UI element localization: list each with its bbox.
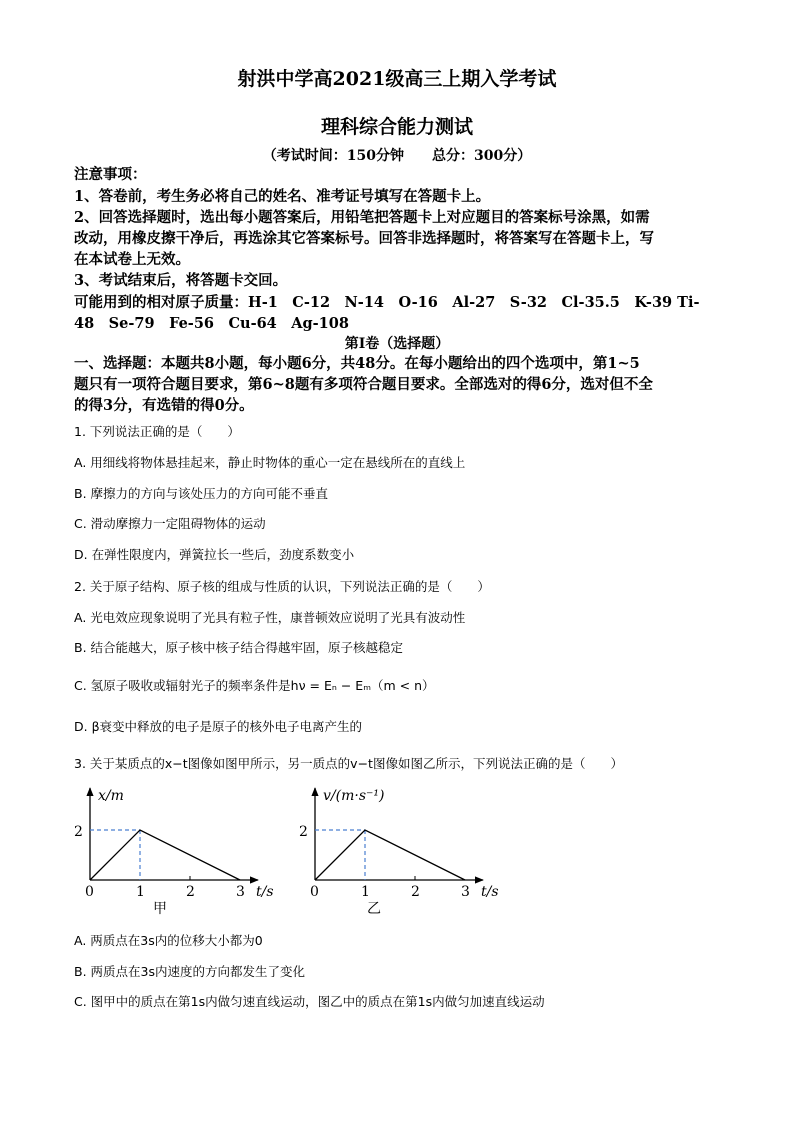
x-tick-label-3: 3 (461, 884, 470, 900)
y-tick-label: 2 (299, 824, 308, 840)
question-1-option-b: B. 摩擦力的方向与该处压力的方向可能不垂直 (74, 486, 329, 501)
question-3-option-b: B. 两质点在3s内速度的方向都发生了变化 (74, 964, 305, 979)
section-intro: 一、选择题：本题共8小题，每小题6分，共48分。在每小题给出的四个选项中，第1~5 (74, 355, 640, 372)
section-title: 第Ⅰ卷（选择题） (344, 336, 450, 352)
x-axis-label: t/s (256, 884, 274, 900)
figure-yi (285, 780, 515, 920)
y-axis-label: x/m (98, 788, 124, 804)
question-1-stem: 1. 下列说法正确的是（ ） (74, 424, 240, 439)
x-tick-label-2: 2 (186, 884, 195, 900)
notes-heading: 注意事项： (74, 166, 147, 183)
x-tick-label-1: 1 (136, 884, 145, 900)
atomic-masses: 可能用到的相对原子质量：H-1 C-12 N-14 O-16 Al-27 S-32 Cl-35.5 K-39 Ti- (74, 294, 700, 311)
y-axis-label: v/(m·s⁻¹) (323, 788, 385, 804)
question-3-option-a: A. 两质点在3s内的位移大小都为0 (74, 933, 263, 948)
question-2-option-b: B. 结合能越大，原子核中核子结合得越牢固，原子核越稳定 (74, 640, 404, 655)
question-1-option-d: D. 在弹性限度内，弹簧拉长一些后，劲度系数变小 (74, 547, 355, 562)
notes-item-2: 2、回答选择题时，选出每小题答案后，用铅笔把答题卡上对应题目的答案标号涂黑，如需 (74, 209, 650, 226)
x-tick-label-1: 1 (361, 884, 370, 900)
subject-title: 理科综合能力测试 (320, 116, 473, 138)
origin-label: 0 (85, 884, 94, 900)
page-title: 射洪中学高2021级高三上期入学考试 (237, 68, 557, 90)
series-line (90, 830, 240, 880)
section-intro-cont2: 的得3分，有选错的得0分。 (74, 397, 254, 414)
notes-item-2-cont: 改动，用橡皮擦干净后，再选涂其它答案标号。回答非选择题时，将答案写在答题卡上，写 (74, 230, 654, 247)
exam-info: （考试时间：150分钟 总分：300分） (262, 148, 532, 164)
figure-caption: 甲 (153, 901, 167, 917)
question-2-option-d: D. β衰变中释放的电子是原子的核外电子电离产生的 (74, 719, 363, 734)
x-axis-label: t/s (481, 884, 499, 900)
question-1-option-a: A. 用细线将物体悬挂起来，静止时物体的重心一定在悬线所在的直线上 (74, 455, 466, 470)
x-tick-label-2: 2 (411, 884, 420, 900)
question-3-option-c: C. 图甲中的质点在第1s内做匀速直线运动，图乙中的质点在第1s内做匀加速直线运动 (74, 994, 545, 1009)
notes-item-3: 3、考试结束后，将答题卡交回。 (74, 272, 288, 289)
series-line (315, 830, 465, 880)
notes-item-1: 1、答卷前，考生务必将自己的姓名、准考证号填写在答题卡上。 (74, 188, 491, 205)
x-tick-label-3: 3 (236, 884, 245, 900)
question-2-option-c: C. 氢原子吸收或辐射光子的频率条件是hν = Eₙ − Eₘ（m < n） (74, 678, 435, 693)
figure-jia (60, 780, 280, 920)
section-intro-cont: 题只有一项符合题目要求，第6~8题有多项符合题目要求。全部选对的得6分，选对但不全 (74, 376, 653, 393)
atomic-masses-cont: 48 Se-79 Fe-56 Cu-64 Ag-108 (74, 315, 349, 332)
question-2-option-a: A. 光电效应现象说明了光具有粒子性，康普顿效应说明了光具有波动性 (74, 610, 466, 625)
origin-label: 0 (310, 884, 319, 900)
y-tick-label: 2 (74, 824, 83, 840)
figure-caption: 乙 (367, 901, 381, 917)
question-2-stem: 2. 关于原子结构、原子核的组成与性质的认识，下列说法正确的是（ ） (74, 579, 490, 594)
notes-item-2-cont2: 在本试卷上无效。 (74, 251, 190, 268)
question-1-option-c: C. 滑动摩擦力一定阻碍物体的运动 (74, 516, 266, 531)
question-3-stem: 3. 关于某质点的x−t图像如图甲所示，另一质点的v−t图像如图乙所示，下列说法正确的是（ ） (74, 756, 623, 771)
